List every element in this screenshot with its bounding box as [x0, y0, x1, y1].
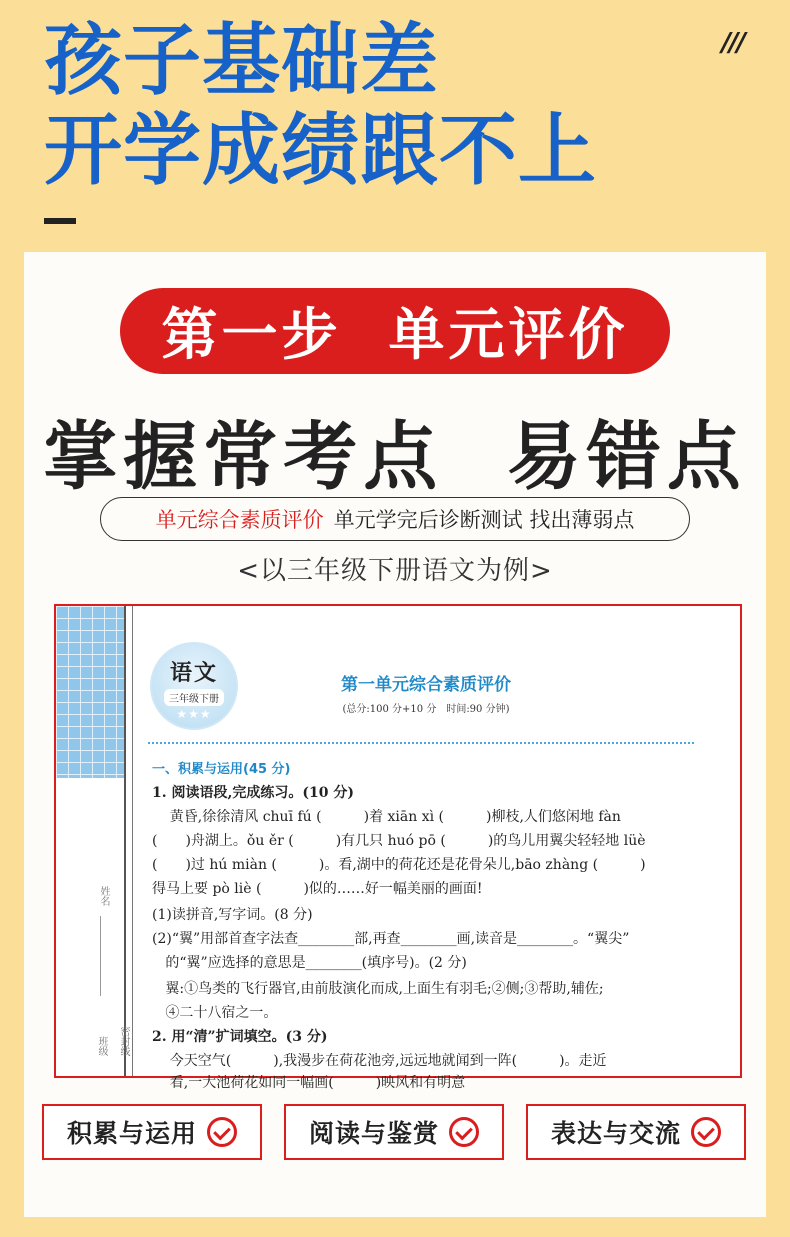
- binding-line: [124, 606, 126, 1076]
- tag-reading: [284, 1104, 504, 1160]
- question-line: 得马上要 pò liè ( )似的……好一幅美丽的画面!: [152, 881, 483, 897]
- badge-stars-icon: ★★★: [176, 707, 212, 721]
- document-preview: [54, 604, 742, 1091]
- step-title-banner: 第一步 单元评价: [120, 288, 670, 374]
- side-label-seal: 密封线: [118, 1026, 129, 1056]
- headline-line1: 孩子基础差: [44, 16, 440, 106]
- document-score: (总分:100 分+10 分 时间:90 分钟): [342, 704, 510, 715]
- tag-accumulation: [42, 1104, 262, 1160]
- question-line: 的“翼”应选择的意思是________(填序号)。(2 分): [152, 955, 467, 971]
- question-line: ( )过 hú miàn ( )。看,湖中的荷花还是花骨朵儿,bāo zhàng ( ): [152, 857, 646, 873]
- dotted-divider: [148, 742, 694, 744]
- check-circle-icon: [449, 1117, 479, 1147]
- question-line: 黄昏,徐徐清风 chuī fú ( )着 xiān xì ( )柳枝,人们悠闲地 fàn: [152, 809, 621, 825]
- question-line: 看,一大池荷花如同一幅画( )映风和有明意: [152, 1075, 466, 1091]
- headline-line2: 开学成绩跟不上: [44, 106, 598, 196]
- subtitle-red: 单元综合素质评价: [155, 508, 324, 532]
- check-circle-icon: [207, 1117, 237, 1147]
- side-label-name: 姓名: [98, 886, 109, 906]
- question-line: (1)读拼音,写字词。(8 分): [152, 907, 313, 923]
- question-line: 2. 用“清”扩词填空。(3 分): [152, 1029, 328, 1045]
- document-title: 第一单元综合素质评价: [341, 675, 511, 695]
- question-line: (2)“翼”用部首查字法查________部,再查________画,读音是________。“翼尖”: [152, 931, 630, 947]
- grid-strip: [56, 606, 124, 778]
- badge-grade: 三年级下册: [164, 689, 224, 706]
- question-line: ( )舟湖上。ǒu ěr ( )有几只 huó pō ( )的鸟儿用翼尖轻轻地 lüè: [152, 833, 646, 849]
- check-circle-icon: [691, 1117, 721, 1147]
- section-heading: 一、积累与运用(45 分): [152, 762, 291, 777]
- slashes-decoration: ///: [721, 28, 744, 58]
- subject-badge: [150, 642, 238, 730]
- side-line: [100, 916, 101, 996]
- binding-line-inner: [132, 606, 133, 1076]
- example-caption: <以三年级下册语文为例>: [237, 556, 553, 586]
- question-line: ④二十八宿之一。: [152, 1005, 278, 1021]
- badge-title: 语文: [169, 660, 218, 686]
- question-line: 翼:①鸟类的飞行器官,由前肢演化而成,上面生有羽毛;②侧;③帮助,辅佐;: [152, 981, 604, 997]
- subtitle-dark: 单元学完后诊断测试 找出薄弱点: [333, 508, 635, 532]
- master-title: 掌握常考点 易错点: [43, 414, 747, 500]
- side-label-class: 班级: [96, 1036, 107, 1056]
- tag-label: 积累与运用: [66, 1119, 197, 1148]
- tag-label: 阅读与鉴赏: [308, 1119, 439, 1148]
- content-card: [24, 252, 766, 1217]
- subtitle-pill: [100, 497, 690, 541]
- question-line: 1. 阅读语段,完成练习。(10 分): [152, 785, 354, 801]
- tag-label: 表达与交流: [550, 1119, 681, 1148]
- dash-decoration: [44, 218, 76, 224]
- tag-expression: [526, 1104, 746, 1160]
- question-line: 今天空气( ),我漫步在荷花池旁,远远地就闻到一阵( )。走近: [152, 1053, 607, 1069]
